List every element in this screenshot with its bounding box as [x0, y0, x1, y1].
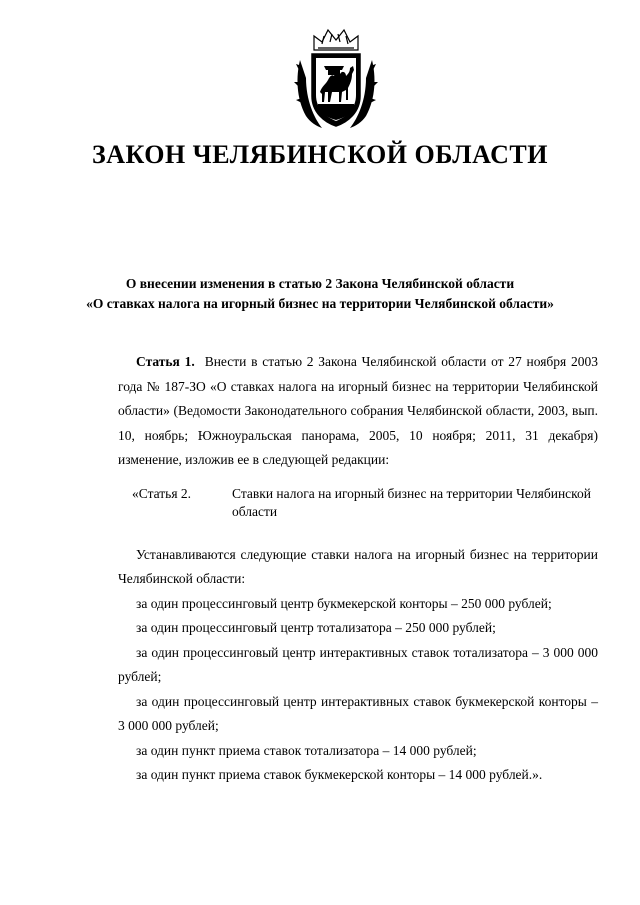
law-subtitle [0, 274, 640, 314]
rates-intro: Устанавливаются следующие ставки налога на игорный бизнес на территории Челябинской области: [118, 546, 598, 586]
rate-item: за один пункт приема ставок тотализатора – 14 000 рублей; [136, 742, 477, 758]
coat-of-arms-icon [292, 26, 380, 136]
article-1-paragraph [118, 350, 598, 473]
article-1-label: Статья 1. [136, 354, 195, 369]
law-body [118, 350, 598, 788]
subtitle-line-2: «О ставках налога на игорный бизнес на территории Челябинской области» [86, 296, 554, 311]
quoted-article-heading [118, 485, 598, 521]
rate-item: за один процессинговый центр тотализатора – 250 000 рублей; [136, 620, 496, 635]
rate-item: за один пункт приема ставок букмекерской конторы – 14 000 рублей.». [136, 767, 543, 782]
subtitle-line-1: О внесении изменения в статью 2 Закона Челябинской области [125, 276, 515, 291]
rate-item: за один процессинговый центр интерактивных ставок букмекерской конторы – 3 000 000 рублей; [118, 693, 598, 733]
article-1-text: Внести в статью 2 Закона Челябинской области от 27 ноября 2003 года № 187-ЗО «О ставках налога на игорный бизнес на территории Челябинской области» (Ведомости Законодательного собрания Челябинской области, 2003, вып. 10, ноябрь; Южноуральская панорама, 2005, 10 ноября; 2011, 31 декабря) изменение, изложив ее в следующей редакции: [118, 354, 598, 467]
rate-item: за один процессинговый центр букмекерской конторы – 250 000 рублей; [136, 595, 552, 611]
quoted-article-title: Ставки налога на игорный бизнес на территории Челябинской области [232, 485, 592, 519]
law-title: ЗАКОН ЧЕЛЯБИНСКОЙ ОБЛАСТИ [92, 140, 548, 169]
rate-item: за один процессинговый центр интерактивных ставок тотализатора – 3 000 000 рублей; [118, 644, 598, 684]
quoted-article-number: «Статья 2. [132, 485, 192, 501]
rates-list [118, 543, 598, 788]
